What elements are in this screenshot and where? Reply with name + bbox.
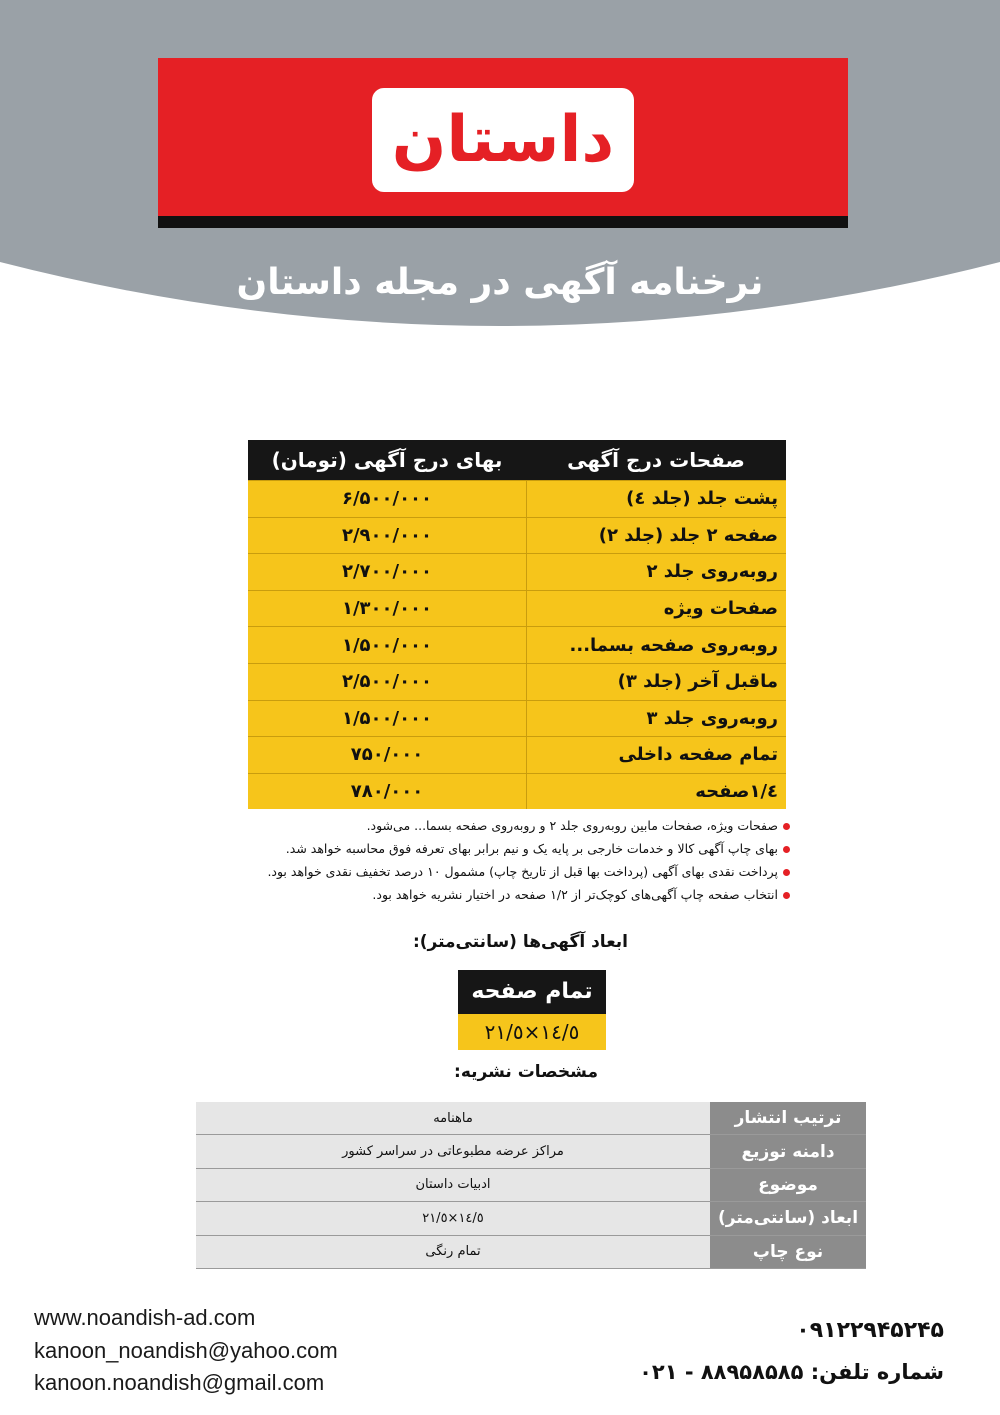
row-price: ۱/۳۰۰/۰۰۰ [341,598,433,620]
row-price: ۱/۵۰۰/۰۰۰ [341,707,433,729]
spec-key: ابعاد (سانتی‌متر) [710,1202,866,1234]
phone-number: شماره تلفن: ۸۸۹۵۸۵۸۵ - ۰۲۱ [639,1360,944,1384]
dimensions-title: ابعاد آگهی‌ها (سانتی‌متر): [412,932,628,952]
spec-key: ترتیب انتشار [710,1102,866,1134]
spec-key: نوع چاپ [710,1236,866,1268]
notes-list [240,814,790,906]
row-page: پشت جلد (جلد ٤) [526,481,786,517]
row-page: صفحات ویژه [526,591,786,627]
table-row [196,1169,866,1202]
list-item: انتخاب صفحه چاپ آگهی‌های کوچک‌تر از ۱/۲ صفحه در اختیار نشریه خواهد بود. [240,883,790,906]
row-price: ۷۵۰/۰۰۰ [350,744,424,766]
full-page-size: ١٤/٥×٢١/٥ [458,1014,606,1050]
table-row [196,1102,866,1135]
email-yahoo-link[interactable]: kanoon_noandish@yahoo.com [34,1337,338,1363]
list-item: صفحات ویژه، صفحات مابین روبه‌روی جلد ۲ و روبه‌روی صفحه بسما... می‌شود. [240,814,790,837]
row-page: صفحه ۲ جلد (جلد ۲) [526,518,786,554]
table-row [248,700,786,737]
table-row [248,517,786,554]
header-page: صفحات درج آگهی [567,448,745,472]
list-item: پرداخت نقدی بهای آگهی (پرداخت بها قبل از تاریخ چاپ) مشمول ۱۰ درصد تخفیف نقدی خواهد بود. [240,860,790,883]
row-price: ۲/۵۰۰/۰۰۰ [341,671,433,693]
spec-key: دامنه توزیع [710,1135,866,1167]
table-row [248,626,786,663]
row-page: ماقبل آخر (جلد ۳) [526,664,786,700]
row-page: تمام صفحه داخلی [526,737,786,773]
row-price: ۲/۹۰۰/۰۰۰ [341,524,433,546]
spec-value: ادبیات داستان [196,1169,710,1201]
spec-value: مراکز عرضه مطبوعاتی در سراسر کشور [196,1135,710,1167]
header-price: بهای درج آگهی (تومان) [271,448,503,472]
logo-text: داستان [391,103,615,177]
row-page: روبه‌روی جلد ۲ [526,554,786,590]
price-table [248,440,786,809]
spec-value: ١٤/٥×٢١/٥ [196,1202,710,1234]
row-price: ۷۸۰/۰۰۰ [350,781,424,803]
row-price: ۶/۵۰۰/۰۰۰ [341,488,433,510]
row-price: ۱/۵۰۰/۰۰۰ [341,634,433,656]
specs-title: مشخصات نشریه: [454,1062,598,1082]
table-row [248,663,786,700]
table-row [248,773,786,810]
website-link[interactable]: www.noandish-ad.com [34,1305,256,1330]
spec-value: ماهنامه [196,1102,710,1134]
web-contacts [34,1302,434,1400]
full-page-label: تمام صفحه [458,970,606,1014]
row-page: ١/٤صفحه [526,774,786,810]
list-item: بهای چاپ آگهی کالا و خدمات خارجی بر پایه یک و نیم برابر بهای تعرفه فوق محاسبه خواهد شد. [240,837,790,860]
banner-stripe [158,216,848,228]
table-row [248,590,786,627]
table-row [196,1135,866,1168]
email-gmail-link[interactable]: kanoon.noandish@gmail.com [34,1370,325,1395]
mobile-number: ۰۹۱۲۲۹۴۵۲۴۵ [796,1318,944,1343]
row-price: ۲/۷۰۰/۰۰۰ [341,561,433,583]
table-row [248,480,786,517]
row-page: روبه‌روی صفحه بسما... [526,627,786,663]
row-page: روبه‌روی جلد ۳ [526,701,786,737]
table-row [248,553,786,590]
table-row [248,736,786,773]
page-title: نرخنامه آگهی در مجله داستان [236,262,764,303]
logo [372,88,634,192]
table-row [196,1236,866,1269]
specs-table [196,1102,866,1269]
spec-value: تمام رنگی [196,1236,710,1268]
table-row [196,1202,866,1235]
price-table-header [248,440,786,480]
spec-key: موضوع [710,1169,866,1201]
